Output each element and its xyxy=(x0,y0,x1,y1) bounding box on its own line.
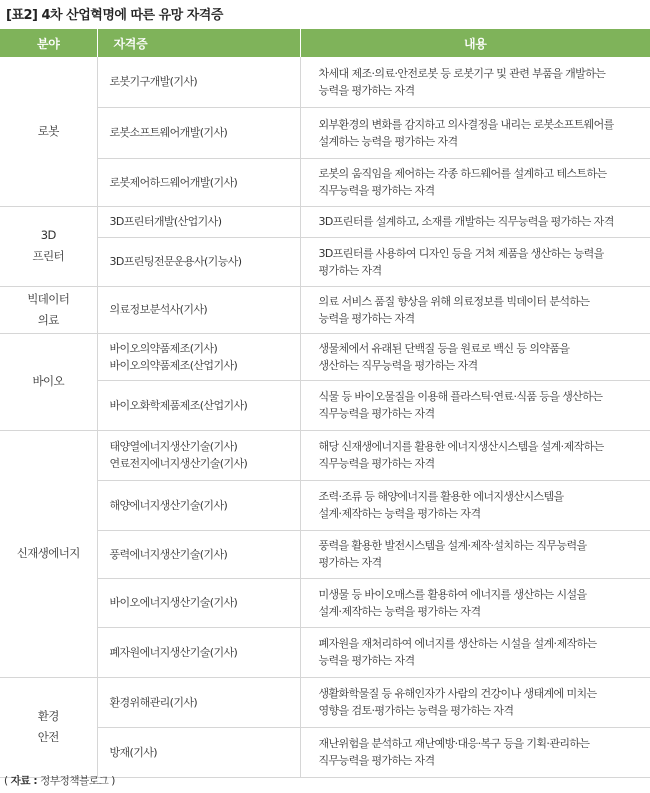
field-cell: 환경 안전 xyxy=(0,677,97,777)
description-cell: 폐자원을 재처리하여 에너지를 생산하는 시설을 설계·제작하는 능력을 평가하는 자격 xyxy=(300,627,650,677)
certificate-cell: 방재(기사) xyxy=(97,727,300,777)
description-cell: 로봇의 움직임을 제어하는 각종 하드웨어를 설계하고 테스트하는 직무능력을 평가하는 자격 xyxy=(300,158,650,206)
table-row xyxy=(0,530,650,578)
table-row xyxy=(0,206,650,237)
description-cell: 식물 등 바이오물질을 이용해 플라스틱·연료·식품 등을 생산하는 직무능력을 평가하는 자격 xyxy=(300,380,650,430)
table-row xyxy=(0,727,650,777)
certificate-cell: 바이오화학제품제조(산업기사) xyxy=(97,380,300,430)
description-cell: 3D프린터를 사용하여 디자인 등을 거쳐 제품을 생산하는 능력을 평가하는 자격 xyxy=(300,237,650,286)
description-cell: 해당 신재생에너지를 활용한 에너지생산시스템을 설계·제작하는 직무능력을 평가하는 자격 xyxy=(300,430,650,480)
table-row xyxy=(0,333,650,380)
certificate-cell: 3D프린팅전문운용사(기능사) xyxy=(97,237,300,286)
field-cell: 빅데이터 의료 xyxy=(0,286,97,333)
description-cell: 외부환경의 변화를 감지하고 의사결정을 내리는 로봇소프트웨어를 설계하는 능력을 평가하는 자격 xyxy=(300,107,650,158)
table-title: [표2] 4차 산업혁명에 따른 유망 자격증 xyxy=(6,8,223,23)
certificate-cell: 바이오의약품제조(기사) 바이오의약품제조(산업기사) xyxy=(97,333,300,380)
table-row xyxy=(0,380,650,430)
description-cell: 조력·조류 등 해양에너지를 활용한 에너지생산시스템을 설계·제작하는 능력을 평가하는 자격 xyxy=(300,480,650,530)
table-row xyxy=(0,57,650,107)
table-row xyxy=(0,237,650,286)
certificate-cell: 환경위해관리(기사) xyxy=(97,677,300,727)
description-cell: 의료 서비스 품질 향상을 위해 의료정보를 빅데이터 분석하는 능력을 평가하는 자격 xyxy=(300,286,650,333)
table-row xyxy=(0,480,650,530)
table-row xyxy=(0,627,650,677)
table-row xyxy=(0,430,650,480)
source-note: ( 자료 : 정부정책블로그 ) xyxy=(4,775,115,787)
certificate-cell: 바이오에너지생산기술(기사) xyxy=(97,578,300,627)
certificate-cell: 폐자원에너지생산기술(기사) xyxy=(97,627,300,677)
table-header-row xyxy=(0,29,650,57)
header-field: 분야 xyxy=(0,29,97,57)
header-certificate: 자격증 xyxy=(97,29,300,57)
field-cell: 바이오 xyxy=(0,333,97,430)
certificate-cell: 해양에너지생산기술(기사) xyxy=(97,480,300,530)
description-cell: 재난위험을 분석하고 재난예방·대응·복구 등을 기획·관리하는 직무능력을 평가하는 자격 xyxy=(300,727,650,777)
header-description: 내용 xyxy=(300,29,650,57)
description-cell: 차세대 제조·의료·안전로봇 등 로봇기구 및 관련 부품을 개발하는 능력을 평가하는 자격 xyxy=(300,57,650,107)
table-row xyxy=(0,578,650,627)
table-row xyxy=(0,677,650,727)
description-cell: 생활화학물질 등 유해인자가 사람의 건강이나 생태계에 미치는 영향을 검토·평가하는 능력을 평가하는 자격 xyxy=(300,677,650,727)
certificate-cell: 로봇기구개발(기사) xyxy=(97,57,300,107)
source-label: 자료 : xyxy=(10,775,38,787)
field-cell: 신재생에너지 xyxy=(0,430,97,677)
description-cell: 3D프린터를 설계하고, 소재를 개발하는 직무능력을 평가하는 자격 xyxy=(300,206,650,237)
description-cell: 미생물 등 바이오매스를 활용하여 에너지를 생산하는 시설을 설계·제작하는 능력을 평가하는 자격 xyxy=(300,578,650,627)
certificate-cell: 로봇제어하드웨어개발(기사) xyxy=(97,158,300,206)
certificate-cell: 의료정보분석사(기사) xyxy=(97,286,300,333)
certificate-cell: 풍력에너지생산기술(기사) xyxy=(97,530,300,578)
table-row xyxy=(0,286,650,333)
certificate-cell: 태양열에너지생산기술(기사) 연료전지에너지생산기술(기사) xyxy=(97,430,300,480)
field-cell: 로봇 xyxy=(0,57,97,206)
certificate-cell: 로봇소프트웨어개발(기사) xyxy=(97,107,300,158)
source-text: 정부정책블로그 xyxy=(40,775,109,787)
description-cell: 풍력을 활용한 발전시스템을 설계·제작·설치하는 직무능력을 평가하는 자격 xyxy=(300,530,650,578)
table-row xyxy=(0,158,650,206)
certificate-cell: 3D프린터개발(산업기사) xyxy=(97,206,300,237)
table-row xyxy=(0,107,650,158)
field-cell: 3D 프린터 xyxy=(0,206,97,286)
certificates-table xyxy=(0,29,650,778)
description-cell: 생물체에서 유래된 단백질 등을 원료로 백신 등 의약품을 생산하는 직무능력을 평가하는 자격 xyxy=(300,333,650,380)
